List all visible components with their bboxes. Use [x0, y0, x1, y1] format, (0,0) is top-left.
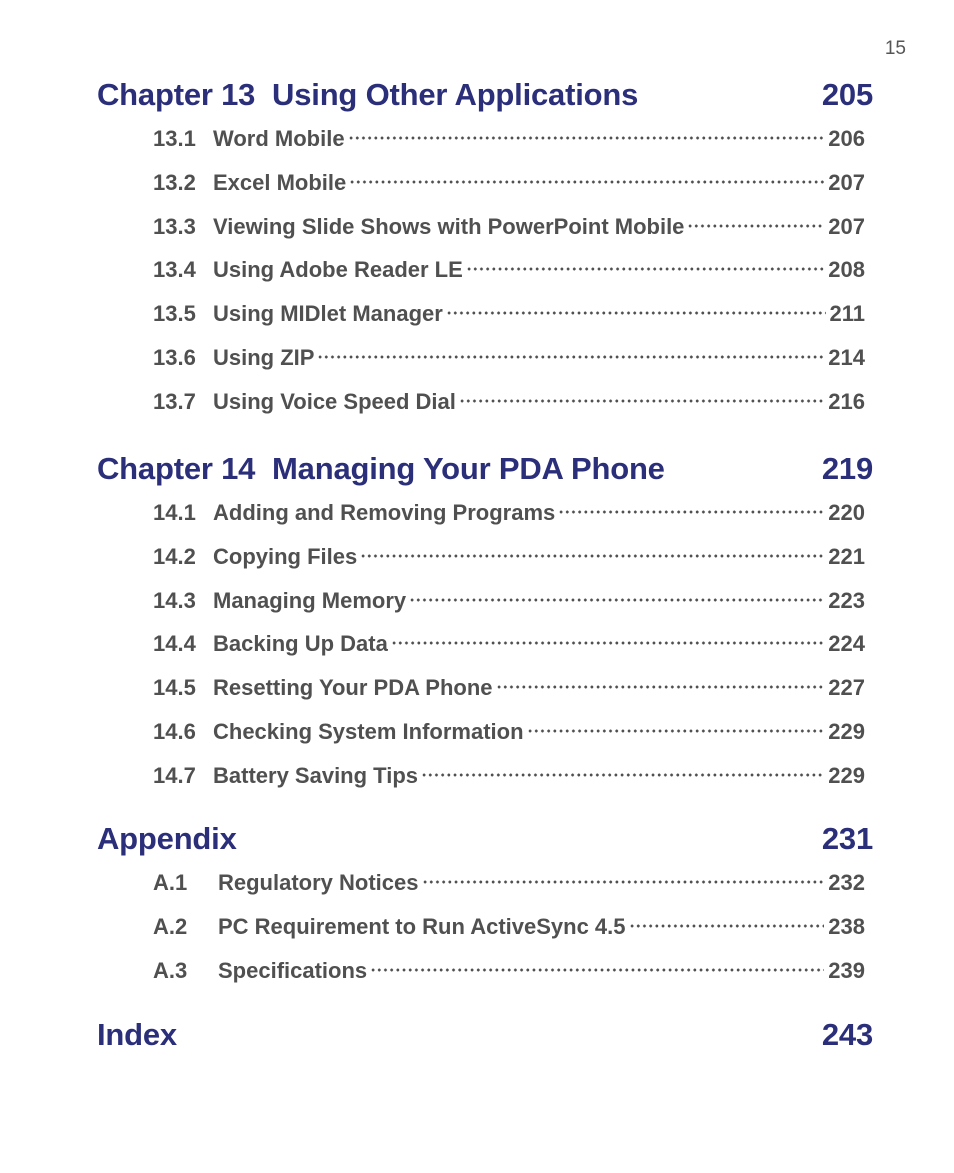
entry-page: 206	[828, 126, 865, 151]
entry-page: 214	[828, 344, 865, 370]
dot-leader	[391, 641, 824, 645]
entry-page: 220	[828, 500, 865, 525]
dot-leader	[527, 729, 825, 733]
entry-page: 207	[828, 169, 865, 195]
dot-leader	[317, 355, 824, 359]
toc-entry[interactable]	[153, 710, 865, 754]
heading-title: Chapter 14 Managing Your PDA Phone	[97, 451, 665, 486]
dot-leader	[558, 510, 824, 514]
entry-number: 14.4	[153, 631, 196, 657]
heading-page: 219	[821, 451, 873, 486]
entry-title: Resetting Your PDA Phone	[213, 675, 493, 701]
entry-title: Specifications	[218, 957, 368, 983]
entry-page: 238	[828, 913, 865, 939]
entry-page: 216	[828, 388, 865, 414]
toc-entry[interactable]	[153, 248, 865, 292]
heading-title: Appendix	[97, 821, 237, 856]
entry-number: A.1	[153, 870, 188, 895]
entry-number: 13.1	[153, 126, 196, 151]
toc-entry[interactable]	[153, 861, 865, 905]
entry-title: Excel Mobile	[213, 169, 347, 195]
entry-number: 14.3	[153, 587, 196, 613]
entry-title: Copying Files	[213, 543, 358, 569]
dot-leader	[349, 180, 824, 184]
entry-number: A.2	[153, 913, 188, 939]
toc-entry[interactable]	[153, 905, 865, 949]
dot-leader	[466, 267, 825, 271]
entry-title: Using MIDlet Manager	[213, 301, 443, 327]
entry-title: Managing Memory	[213, 587, 407, 613]
toc-entries	[97, 861, 873, 992]
entry-page: 207	[828, 213, 865, 239]
entry-number: 14.5	[153, 675, 196, 701]
entry-number: 13.2	[153, 169, 196, 195]
toc-entry[interactable]	[153, 292, 865, 336]
entry-page: 227	[828, 675, 865, 701]
dot-leader	[446, 311, 826, 315]
heading-title: Index	[97, 1017, 177, 1052]
heading-page: 231	[821, 821, 873, 856]
entry-title: Battery Saving Tips	[213, 762, 418, 788]
entry-title: Using Adobe Reader LE	[213, 257, 463, 283]
entry-title: Adding and Removing Programs	[213, 500, 556, 525]
toc-entry[interactable]	[153, 949, 865, 993]
entry-page: 211	[829, 301, 865, 327]
entry-title: Viewing Slide Shows with PowerPoint Mobile	[213, 213, 685, 239]
toc-entry[interactable]	[153, 579, 865, 623]
toc-section-index	[97, 1013, 873, 1057]
toc-heading[interactable]	[97, 447, 873, 491]
heading-title: Chapter 13 Using Other Applications	[97, 77, 639, 112]
toc-entries	[97, 117, 873, 424]
entry-title: Using Voice Speed Dial	[213, 388, 456, 414]
entry-number: 13.4	[153, 257, 196, 283]
toc-entries	[97, 491, 873, 798]
entry-number: 14.2	[153, 543, 196, 569]
toc-section-appendix	[97, 817, 873, 992]
entry-page: 239	[828, 957, 865, 983]
entry-page: 224	[828, 631, 865, 657]
entry-page: 221	[828, 543, 865, 569]
toc-heading[interactable]	[97, 1013, 873, 1057]
toc-entry[interactable]	[153, 380, 865, 424]
entry-title: Backing Up Data	[213, 631, 388, 657]
entry-page: 229	[828, 718, 865, 744]
entry-number: 13.7	[153, 388, 196, 414]
dot-leader	[360, 554, 824, 558]
entry-title: Checking System Information	[213, 718, 524, 744]
heading-page: 205	[821, 77, 873, 112]
entry-number: 14.6	[153, 718, 196, 744]
toc-entry[interactable]	[153, 535, 865, 579]
entry-number: A.3	[153, 957, 188, 983]
entry-title: Using ZIP	[213, 344, 315, 370]
dot-leader	[687, 224, 824, 228]
entry-number: 14.1	[153, 500, 196, 525]
toc-entry[interactable]	[153, 666, 865, 710]
entry-number: 13.3	[153, 213, 196, 239]
toc-section-chapter-14	[97, 447, 873, 798]
entry-number: 13.5	[153, 301, 196, 327]
toc-entry[interactable]	[153, 161, 865, 205]
toc-entry[interactable]	[153, 754, 865, 798]
dot-leader	[629, 924, 825, 928]
dot-leader	[370, 968, 824, 972]
toc-entry[interactable]	[153, 117, 865, 161]
dot-leader	[422, 880, 825, 884]
toc-entry[interactable]	[153, 336, 865, 380]
entry-title: Word Mobile	[213, 126, 345, 151]
entry-title: Regulatory Notices	[218, 870, 419, 895]
toc-entry[interactable]	[153, 491, 865, 535]
heading-page: 243	[821, 1017, 873, 1052]
entry-number: 14.7	[153, 762, 196, 788]
dot-leader	[459, 399, 824, 403]
dot-leader	[496, 685, 825, 689]
entry-title: PC Requirement to Run ActiveSync 4.5	[218, 913, 626, 939]
toc-heading[interactable]	[97, 73, 873, 117]
dot-leader	[348, 136, 825, 140]
entry-page: 229	[828, 762, 865, 788]
entry-page: 208	[828, 257, 865, 283]
entry-number: 13.6	[153, 344, 196, 370]
toc-heading[interactable]	[97, 817, 873, 861]
dot-leader	[409, 598, 824, 602]
entry-page: 232	[828, 870, 865, 895]
page-number: 15	[884, 38, 906, 59]
toc-entry[interactable]	[153, 205, 865, 249]
entry-page: 223	[828, 587, 865, 613]
toc-entry[interactable]	[153, 622, 865, 666]
dot-leader	[421, 773, 824, 777]
toc-section-chapter-13	[97, 73, 873, 424]
